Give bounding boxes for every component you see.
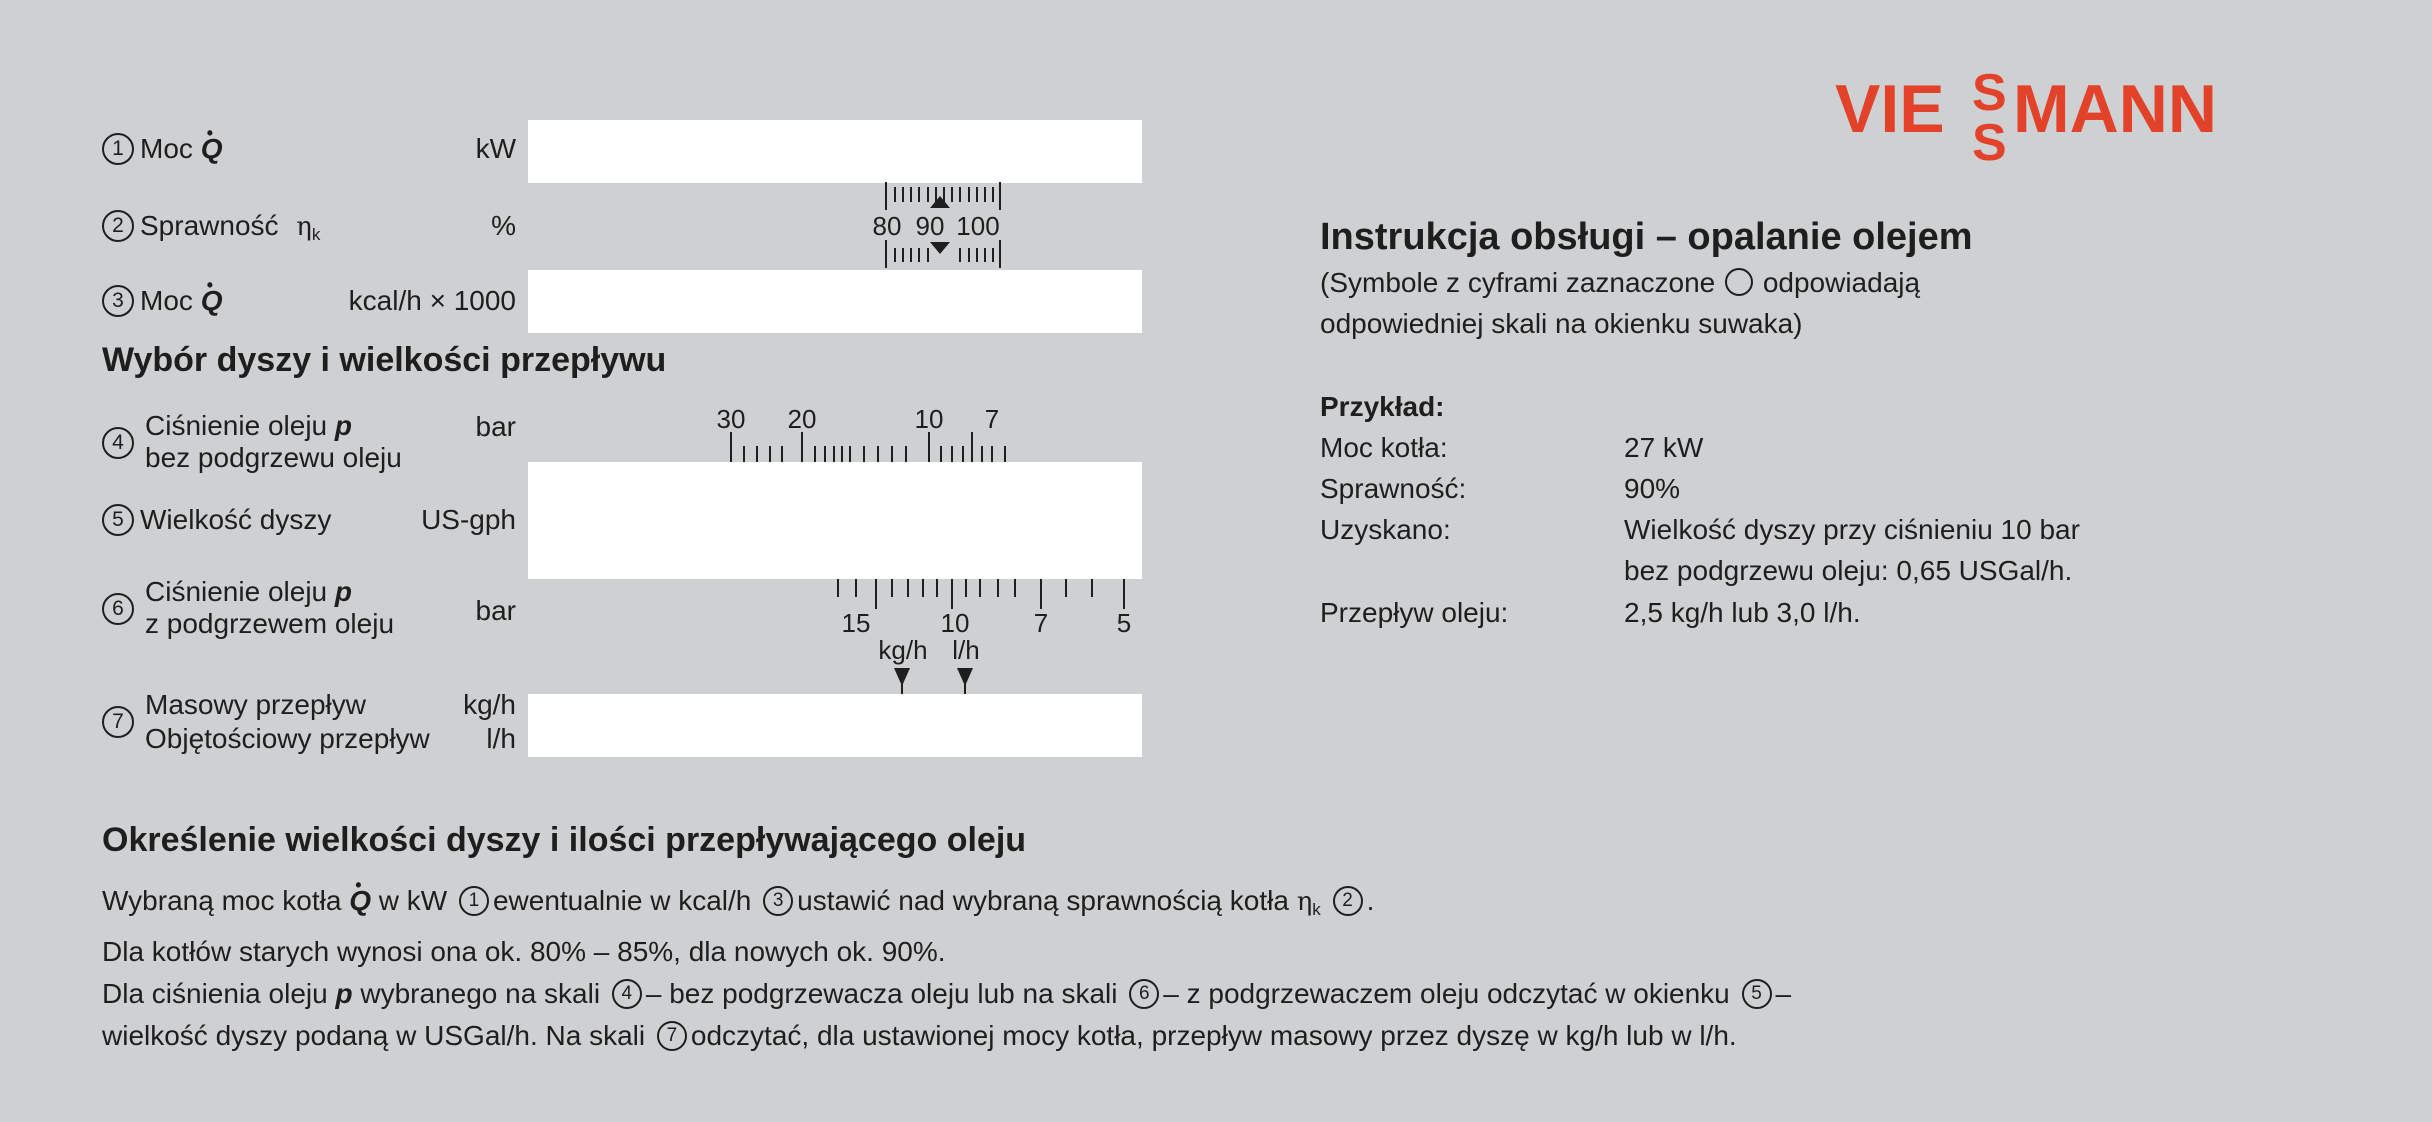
pressure-heat-tick-7: 7 <box>1033 608 1049 638</box>
flow-markers <box>890 666 990 696</box>
circle-symbol-icon <box>1725 268 1753 296</box>
pressure-no-heat-tick-10: 10 <box>914 404 944 434</box>
flow-window <box>528 694 1142 757</box>
efficiency-tick-80: 80 <box>872 211 902 241</box>
example-label-flow: Przepływ oleju: <box>1320 597 1509 628</box>
scale-6-label: 6 Ciśnienie oleju p z podgrzewem oleju <box>102 576 394 640</box>
bottom-heading: Określenie wielkości dyszy i ilości przepływającego oleju <box>102 821 1027 859</box>
nozzle-size-window <box>528 462 1142 579</box>
scale-2-label: 2 Sprawność $\eta_k$ <box>102 209 320 252</box>
scale-1-label: 1 Moc • Q <box>102 132 222 167</box>
scale-3-label: 3 Moc • Q <box>102 284 222 319</box>
example-label-power: Moc kotła: <box>1320 432 1448 463</box>
scale-5-label: 5 Wielkość dyszy <box>102 503 331 538</box>
efficiency-arrow-up <box>930 196 950 208</box>
example-label-efficiency: Sprawność: <box>1320 473 1467 504</box>
scale-4-label: 4 Ciśnienie oleju p bez podgrzewu oleju <box>102 410 402 474</box>
power-kw-window <box>528 120 1142 183</box>
example-label-result: Uzyskano: <box>1320 514 1451 545</box>
pressure-no-heat-tick-20: 20 <box>787 404 817 434</box>
pressure-no-heat-tick-30: 30 <box>716 404 746 434</box>
example-heading: Przykład: <box>1320 391 1445 422</box>
scale-7-unit: kg/h l/h <box>463 689 516 754</box>
logo-text-left: VIE <box>1835 71 1945 147</box>
scale-4-unit: bar <box>475 411 516 442</box>
section-heading: Wybór dyszy i wielkości przepływu <box>102 341 667 379</box>
efficiency-tick-90: 90 <box>915 211 945 241</box>
example-value-result: Wielkość dyszy przy ciśnieniu 10 bar bez podgrzewu oleju: 0,65 USGal/h. <box>1624 514 2080 586</box>
bottom-line-3: Dla ciśnienia oleju p wybranego na skali 4 – bez podgrzewacza oleju lub na skali 6 – z podgrzewaczem oleju odczytać w okienku 5 – <box>102 978 1792 1009</box>
pressure-no-heat-scale <box>720 432 1020 462</box>
pressure-heat-tick-15: 15 <box>841 608 871 638</box>
pressure-no-heat-tick-7: 7 <box>984 404 1000 434</box>
efficiency-tick-100: 100 <box>956 211 1000 241</box>
bottom-line-4: wielkość dyszy podaną w USGal/h. Na skali 7 odczytać, dla ustawionej mocy kotła, przepływ masowy przez dyszę w kg/h lub w l/h. <box>102 1020 1737 1051</box>
pressure-heat-scale <box>830 579 1150 611</box>
bottom-line-1: Wybraną moc kotła • Q w kW 1 ewentualnie w kcal/h 3 ustawić nad wybraną sprawnością kotła $\eta_k$ 2 . <box>102 880 1791 931</box>
scale-7-label: 7 Masowy przepływ Objętościowy przepływ <box>102 688 430 756</box>
instructions-subtitle: (Symbole z cyframi zaznaczone odpowiadają odpowiedniej skali na okienku suwaka) <box>1320 267 1921 339</box>
instructions-title: Instrukcja obsługi – opalanie olejem <box>1320 216 1973 258</box>
flow-marker-kgh-label: kg/h <box>878 635 928 665</box>
logo-s-bottom: S <box>1972 114 2007 170</box>
example-value-flow: 2,5 kg/h lub 3,0 l/h. <box>1624 597 1861 628</box>
flow-marker-kgh <box>894 668 910 686</box>
example-value-efficiency: 90% <box>1624 473 1681 504</box>
example-value-power: 27 kW <box>1624 432 1704 463</box>
scale-5-unit: US-gph <box>421 504 516 535</box>
pressure-heat-tick-5: 5 <box>1116 608 1132 638</box>
efficiency-arrow-down <box>930 242 950 254</box>
scale-6-unit: bar <box>475 595 516 626</box>
bottom-line-2: Dla kotłów starych wynosi ona ok. 80% – 85%, dla nowych ok. 90%. <box>102 936 946 967</box>
flow-marker-lh <box>957 668 973 686</box>
viessmann-logo <box>1835 60 2315 170</box>
power-kcal-window <box>528 270 1142 333</box>
scale-3-unit: kcal/h × 1000 <box>348 285 516 316</box>
flow-marker-lh-label: l/h <box>952 635 980 665</box>
logo-s-top: S <box>1972 64 2007 122</box>
bottom-text <box>102 880 1791 1057</box>
scale-1-unit: kW <box>475 133 516 164</box>
logo-text-right: MANN <box>2013 71 2217 147</box>
scale-2-unit: % <box>491 210 516 241</box>
pressure-heat-tick-10: 10 <box>940 608 970 638</box>
